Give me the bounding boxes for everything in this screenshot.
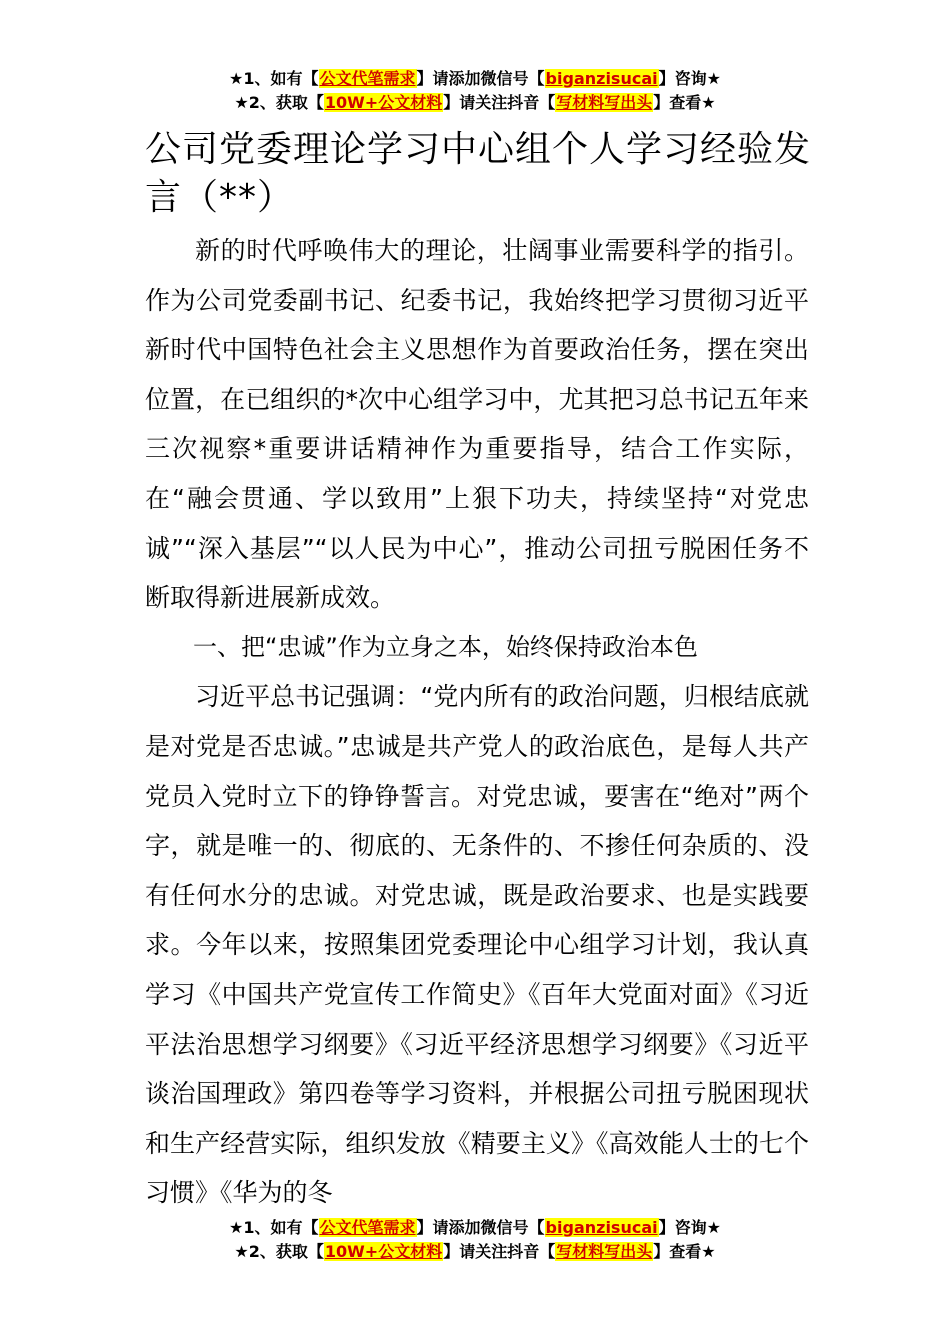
douyin-account-highlight: 写材料写出头 <box>556 93 653 112</box>
promo-text: 】咨询★ <box>658 69 721 88</box>
promo-text: 】查看★ <box>653 1242 716 1261</box>
promo-text: 】请添加微信号【 <box>416 69 545 88</box>
promo-line-2 <box>0 1240 950 1264</box>
promo-highlight: 10W+公文材料 <box>324 1242 443 1261</box>
promo-text: ★2、获取【 <box>234 93 324 112</box>
promo-line-1 <box>0 1216 950 1240</box>
promo-text: ★2、获取【 <box>234 1242 324 1261</box>
wechat-id-highlight: biganzisucai <box>545 1218 658 1237</box>
section-paragraph-1: 习近平总书记强调：“党内所有的政治问题，归根结底就是对党是否忠诚。”忠诚是共产党人的政治底色，是每人共产党员入党时立下的铮铮誓言。对党忠诚，要害在“绝对”两个字，就是唯一的、彻底的、无条件的、不掺任何杂质的、没有任何水分的忠诚。对党忠诚，既是政治要求、也是实践要求。今年以来，按照集团党委理论中心组学习计划，我认真学习《中国共产党宣传工作简史》《百年大党面对面》《习近平法治思想学习纲要》《习近平经济思想学习纲要》《习近平谈治国理政》第四卷等学习资料，并根据公司扭亏脱困现状和生产经营实际，组织发放《精要主义》《高效能人士的七个习惯》《华为的冬 <box>145 682 809 1208</box>
promo-highlight: 公文代笔需求 <box>319 69 416 88</box>
promo-text: 】请添加微信号【 <box>416 1218 545 1237</box>
promo-line-2 <box>0 91 950 115</box>
promo-text: 】咨询★ <box>658 1218 721 1237</box>
section-heading-1: 一、把“忠诚”作为立身之本，始终保持政治本色 <box>193 632 698 661</box>
promo-banner-bottom <box>0 1216 950 1264</box>
wechat-id-highlight: biganzisucai <box>545 69 658 88</box>
document-body <box>145 226 809 1218</box>
promo-highlight: 10W+公文材料 <box>324 93 443 112</box>
document-title: 公司党委理论学习中心组个人学习经验发言（**） <box>145 129 812 218</box>
promo-banner-top <box>0 67 950 115</box>
intro-paragraph: 新的时代呼唤伟大的理论，壮阔事业需要科学的指引。作为公司党委副书记、纪委书记，我始终把学习贯彻习近平新时代中国特色社会主义思想作为首要政治任务，摆在突出位置，在已组织的*次中心组学习中，尤其把习总书记五年来三次视察*重要讲话精神作为重要指导，结合工作实际，在“融会贯通、学以致用”上狠下功夫，持续坚持“对党忠诚”“深入基层”“以人民为中心”，推动公司扭亏脱困任务不断取得新进展新成效。 <box>145 236 809 613</box>
promo-line-1 <box>0 67 950 91</box>
douyin-account-highlight: 写材料写出头 <box>556 1242 653 1261</box>
promo-text: 】请关注抖音【 <box>443 93 556 112</box>
promo-text: 】请关注抖音【 <box>443 1242 556 1261</box>
promo-text: ★1、如有【 <box>229 69 319 88</box>
promo-highlight: 公文代笔需求 <box>319 1218 416 1237</box>
promo-text: ★1、如有【 <box>229 1218 319 1237</box>
promo-text: 】查看★ <box>653 93 716 112</box>
